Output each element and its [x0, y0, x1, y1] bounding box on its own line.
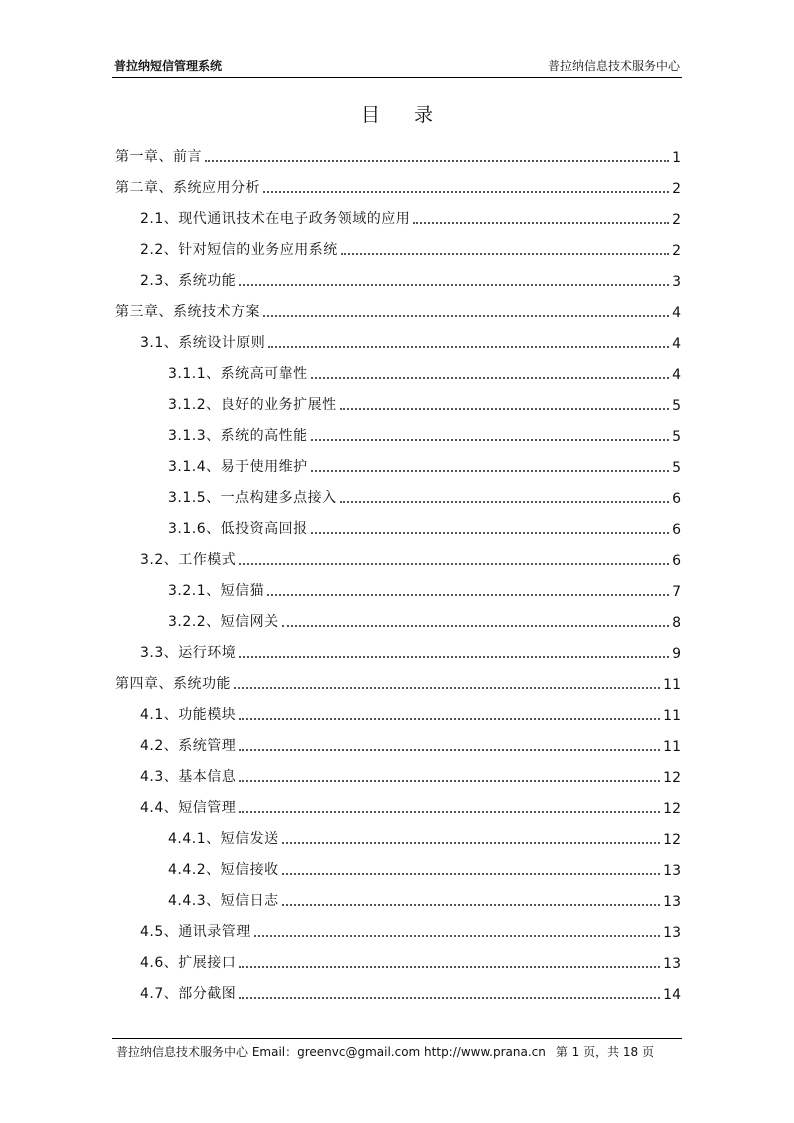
toc-dot-leader: [311, 439, 669, 441]
toc-entry[interactable]: [115, 668, 681, 699]
toc-dot-leader: [239, 284, 669, 286]
toc-entry[interactable]: [115, 792, 681, 823]
toc-entry-page: 5: [672, 398, 681, 414]
toc-entry-label: 2.1、现代通讯技术在电子政务领域的应用: [140, 211, 411, 227]
toc-entry[interactable]: [115, 947, 681, 978]
toc-entry[interactable]: [115, 389, 681, 420]
toc-entry-label: 3.1、系统设计原则: [140, 335, 266, 351]
toc-entry-label: 2.3、系统功能: [140, 273, 237, 289]
toc-entry-page: 6: [672, 522, 681, 538]
toc-entry[interactable]: [115, 265, 681, 296]
toc-dot-leader: [340, 408, 669, 410]
toc-dot-leader: [239, 749, 660, 751]
toc-entry-label: 3.1.4、易于使用维护: [168, 459, 308, 475]
toc-dot-leader: [234, 687, 660, 689]
toc-entry[interactable]: [115, 327, 681, 358]
toc-entry[interactable]: [115, 575, 681, 606]
toc-dot-leader: [239, 718, 660, 720]
toc-dot-leader: [341, 253, 669, 255]
toc-dot-leader: [311, 532, 669, 534]
table-of-contents: [115, 141, 681, 1009]
page-header: [112, 55, 682, 78]
toc-entry[interactable]: [115, 358, 681, 389]
toc-entry-label: 第四章、系统功能: [115, 676, 231, 692]
header-organization: 普拉纳信息技术服务中心: [547, 59, 680, 73]
toc-dot-leader: [239, 997, 660, 999]
footer-page-number: 第 1 页，共 18 页: [555, 1045, 654, 1059]
toc-entry[interactable]: [115, 854, 681, 885]
toc-entry-label: 4.1、功能模块: [140, 707, 237, 723]
toc-entry[interactable]: [115, 916, 681, 947]
toc-dot-leader: [267, 594, 669, 596]
toc-dot-leader: [254, 935, 660, 937]
toc-entry-page: 12: [663, 801, 681, 817]
toc-entry-label: 3.2.1、短信猫: [168, 583, 265, 599]
toc-entry[interactable]: [115, 482, 681, 513]
page-footer: [112, 1038, 682, 1059]
toc-entry[interactable]: [115, 513, 681, 544]
toc-entry-label: 4.4.3、短信日志: [168, 893, 279, 909]
toc-entry-label: 3.2.2、短信网关: [168, 614, 279, 630]
header-doc-title: 普拉纳短信管理系统: [114, 59, 223, 73]
toc-entry-page: 13: [663, 956, 681, 972]
toc-entry-page: 4: [672, 305, 681, 321]
toc-dot-leader: [263, 191, 669, 193]
toc-entry[interactable]: [115, 637, 681, 668]
toc-entry-label: 4.3、基本信息: [140, 769, 237, 785]
toc-entry-label: 4.6、扩展接口: [140, 955, 237, 971]
toc-entry[interactable]: [115, 730, 681, 761]
toc-entry-page: 2: [672, 212, 681, 228]
toc-entry-page: 11: [663, 739, 681, 755]
toc-dot-leader: [282, 873, 661, 875]
toc-entry-page: 6: [672, 553, 681, 569]
toc-entry-page: 12: [663, 832, 681, 848]
toc-entry-label: 4.4、短信管理: [140, 800, 237, 816]
toc-entry-label: 第三章、系统技术方案: [115, 304, 260, 320]
toc-entry[interactable]: [115, 699, 681, 730]
toc-dot-leader: [311, 470, 669, 472]
toc-entry-label: 4.7、部分截图: [140, 986, 237, 1002]
toc-entry[interactable]: [115, 761, 681, 792]
toc-entry-label: 第一章、前言: [115, 149, 202, 165]
toc-dot-leader: [340, 501, 669, 503]
toc-entry-page: 13: [663, 894, 681, 910]
footer-contact: 普拉纳信息技术服务中心 Email：greenvc@gmail.com http://www.prana.cn: [116, 1045, 546, 1059]
toc-entry-label: 3.1.2、良好的业务扩展性: [168, 397, 337, 413]
toc-dot-leader: [282, 904, 661, 906]
toc-entry-page: 13: [663, 863, 681, 879]
toc-entry[interactable]: [115, 234, 681, 265]
toc-entry[interactable]: [115, 141, 681, 172]
toc-entry-label: 3.2、工作模式: [140, 552, 237, 568]
toc-entry[interactable]: [115, 420, 681, 451]
toc-dot-leader: [239, 780, 660, 782]
toc-entry[interactable]: [115, 885, 681, 916]
toc-entry-label: 3.1.5、一点构建多点接入: [168, 490, 337, 506]
toc-dot-leader: [239, 563, 669, 565]
toc-entry[interactable]: [115, 544, 681, 575]
toc-entry[interactable]: [115, 606, 681, 637]
toc-entry-label: 3.1.3、系统的高性能: [168, 428, 308, 444]
toc-entry-page: 8: [672, 615, 681, 631]
toc-entry-page: 5: [672, 460, 681, 476]
toc-entry-page: 4: [672, 367, 681, 383]
toc-title: 目 录: [360, 104, 448, 126]
toc-dot-leader: [205, 160, 669, 162]
toc-entry-page: 13: [663, 925, 681, 941]
toc-dot-leader: [239, 656, 669, 658]
toc-entry[interactable]: [115, 172, 681, 203]
toc-entry-page: 11: [663, 677, 681, 693]
toc-dot-leader: [311, 377, 669, 379]
toc-entry-page: 14: [663, 987, 681, 1003]
toc-dot-leader: [282, 625, 669, 627]
toc-entry-page: 12: [663, 770, 681, 786]
toc-entry-page: 4: [672, 336, 681, 352]
toc-entry-label: 3.1.1、系统高可靠性: [168, 366, 308, 382]
toc-entry-page: 7: [672, 584, 681, 600]
toc-entry-page: 5: [672, 429, 681, 445]
toc-entry[interactable]: [115, 203, 681, 234]
toc-entry-label: 4.5、通讯录管理: [140, 924, 251, 940]
toc-entry-page: 9: [672, 646, 681, 662]
toc-dot-leader: [239, 966, 660, 968]
toc-entry-label: 3.3、运行环境: [140, 645, 237, 661]
toc-entry-label: 4.4.2、短信接收: [168, 862, 279, 878]
toc-entry-page: 2: [672, 243, 681, 259]
toc-entry-label: 第二章、系统应用分析: [115, 180, 260, 196]
toc-entry[interactable]: [115, 823, 681, 854]
toc-dot-leader: [282, 842, 661, 844]
toc-entry[interactable]: [115, 451, 681, 482]
toc-entry-page: 6: [672, 491, 681, 507]
toc-entry[interactable]: [115, 296, 681, 327]
toc-entry-page: 1: [672, 150, 681, 166]
toc-entry-page: 11: [663, 708, 681, 724]
toc-entry-label: 3.1.6、低投资高回报: [168, 521, 308, 537]
toc-dot-leader: [263, 315, 669, 317]
toc-dot-leader: [239, 811, 660, 813]
toc-entry-label: 4.4.1、短信发送: [168, 831, 279, 847]
toc-dot-leader: [268, 346, 669, 348]
toc-entry-page: 2: [672, 181, 681, 197]
toc-entry[interactable]: [115, 978, 681, 1009]
toc-entry-label: 2.2、针对短信的业务应用系统: [140, 242, 338, 258]
toc-entry-label: 4.2、系统管理: [140, 738, 237, 754]
toc-dot-leader: [413, 222, 669, 224]
toc-entry-page: 3: [672, 274, 681, 290]
